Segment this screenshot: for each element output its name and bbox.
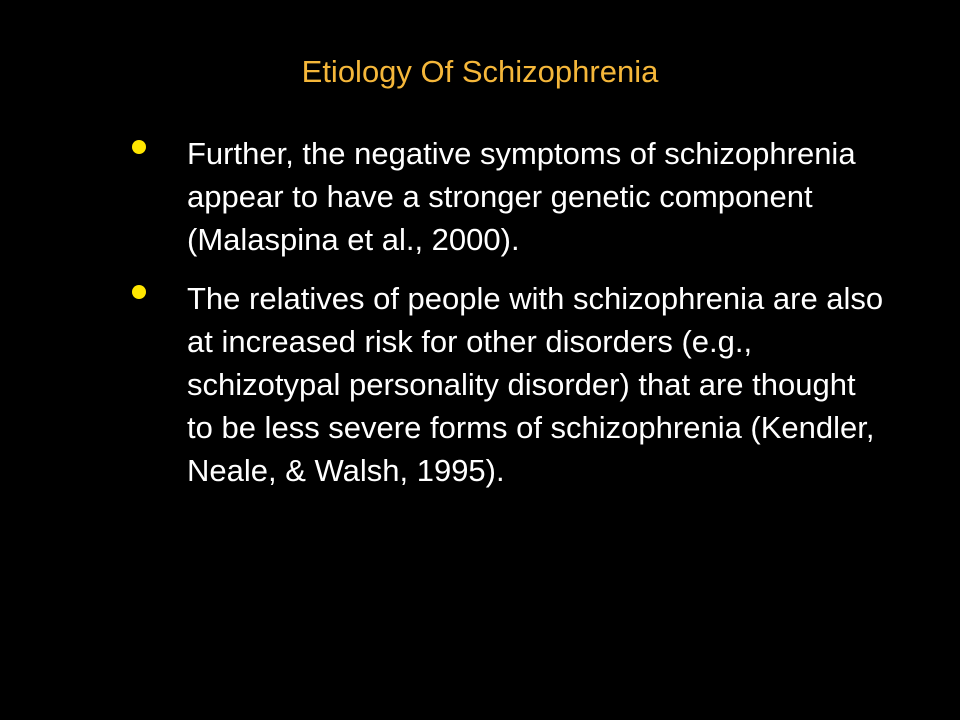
bullet-text: The relatives of people with schizophrenia are also at increased risk for other disorders (e.g., schizotypal personality disorder) that are thought to be less severe forms of schizophrenia (Kendler, Neale, & Walsh, 1995). [187,281,884,488]
bullet-icon [132,140,146,154]
bullet-list [120,132,900,508]
slide-title: Etiology Of Schizophrenia [301,54,659,89]
bullet-icon [132,285,146,299]
bullet-text: Further, the negative symptoms of schizophrenia appear to have a stronger genetic component (Malaspina et al., 2000). [187,136,856,257]
list-item [120,277,900,492]
list-item [120,132,900,261]
